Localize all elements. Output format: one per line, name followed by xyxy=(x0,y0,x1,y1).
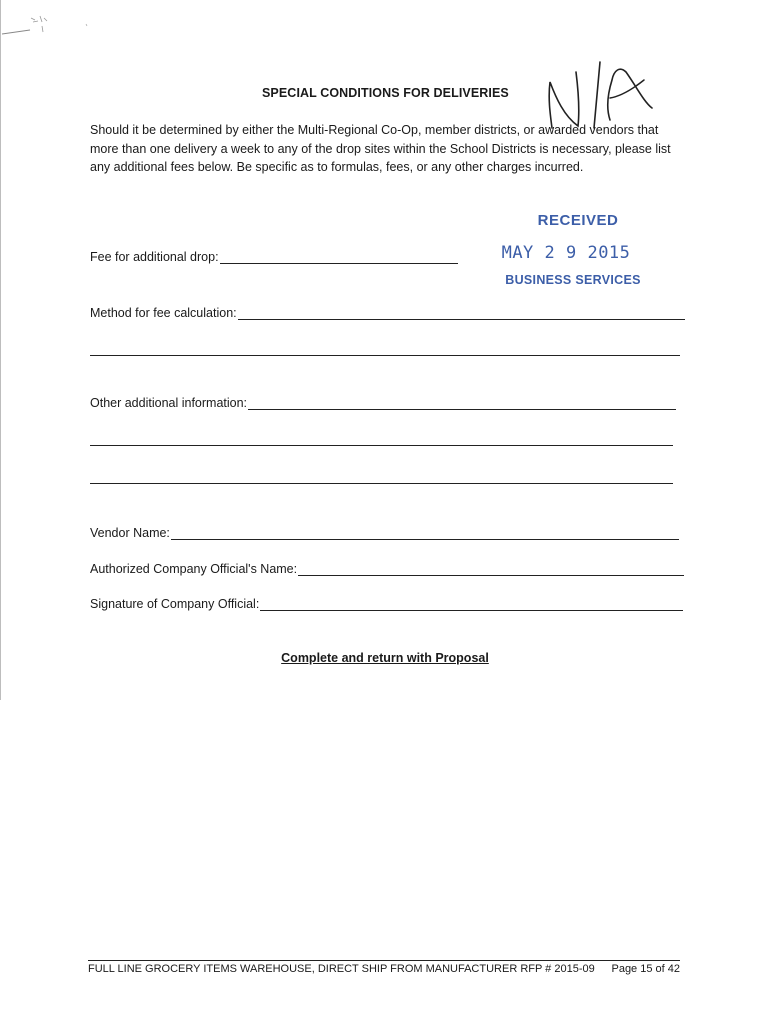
fee-additional-drop-line[interactable] xyxy=(220,251,458,264)
return-instruction-text: Complete and return with Proposal xyxy=(281,651,489,665)
method-fee-calculation-extra-line[interactable] xyxy=(90,355,680,356)
intro-paragraph: Should it be determined by either the Multi-Regional Co-Op, member districts, or awarded vendors that more than one delivery a week to any of the drop sites within the School Districts is necessary, please list any additional fees below. Be specific as to formulas, fees, or any other charges incurred. xyxy=(90,123,671,174)
method-fee-calculation-field[interactable] xyxy=(90,306,685,320)
official-signature-line[interactable] xyxy=(260,598,683,611)
stamp-status: RECEIVED xyxy=(537,212,619,229)
vendor-name-label: Vendor Name: xyxy=(90,526,170,540)
footer-divider xyxy=(88,960,680,961)
official-name-label: Authorized Company Official's Name: xyxy=(90,562,298,576)
received-stamp xyxy=(500,212,650,287)
scan-marks xyxy=(0,0,100,50)
official-name-line[interactable] xyxy=(298,563,684,576)
vendor-name-line[interactable] xyxy=(171,527,679,540)
stamp-department: BUSINESS SERVICES xyxy=(505,273,641,287)
official-signature-field[interactable] xyxy=(90,597,683,611)
method-fee-calculation-label: Method for fee calculation: xyxy=(90,306,237,320)
official-name-field[interactable] xyxy=(90,562,684,576)
vendor-name-field[interactable] xyxy=(90,526,679,540)
footer-rfp-title: FULL LINE GROCERY ITEMS WAREHOUSE, DIRECT SHIP FROM MANUFACTURER RFP # 2015-09 xyxy=(88,963,595,975)
other-information-extra-line-2[interactable] xyxy=(90,483,673,484)
fee-additional-drop-label: Fee for additional drop: xyxy=(90,250,219,264)
footer-page-number: Page 15 of 42 xyxy=(611,963,680,975)
scan-edge xyxy=(0,0,1,700)
return-instruction xyxy=(0,651,770,665)
stamp-date: MAY 2 9 2015 xyxy=(501,243,631,263)
handwritten-na-note xyxy=(540,58,670,130)
other-information-extra-line-1[interactable] xyxy=(90,445,673,446)
method-fee-calculation-line[interactable] xyxy=(238,307,685,320)
form-title: SPECIAL CONDITIONS FOR DELIVERIES xyxy=(262,86,509,100)
other-information-field[interactable] xyxy=(90,396,676,410)
other-information-label: Other additional information: xyxy=(90,396,248,410)
official-signature-label: Signature of Company Official: xyxy=(90,597,260,611)
other-information-line[interactable] xyxy=(248,397,676,410)
fee-additional-drop-field[interactable] xyxy=(90,250,458,264)
